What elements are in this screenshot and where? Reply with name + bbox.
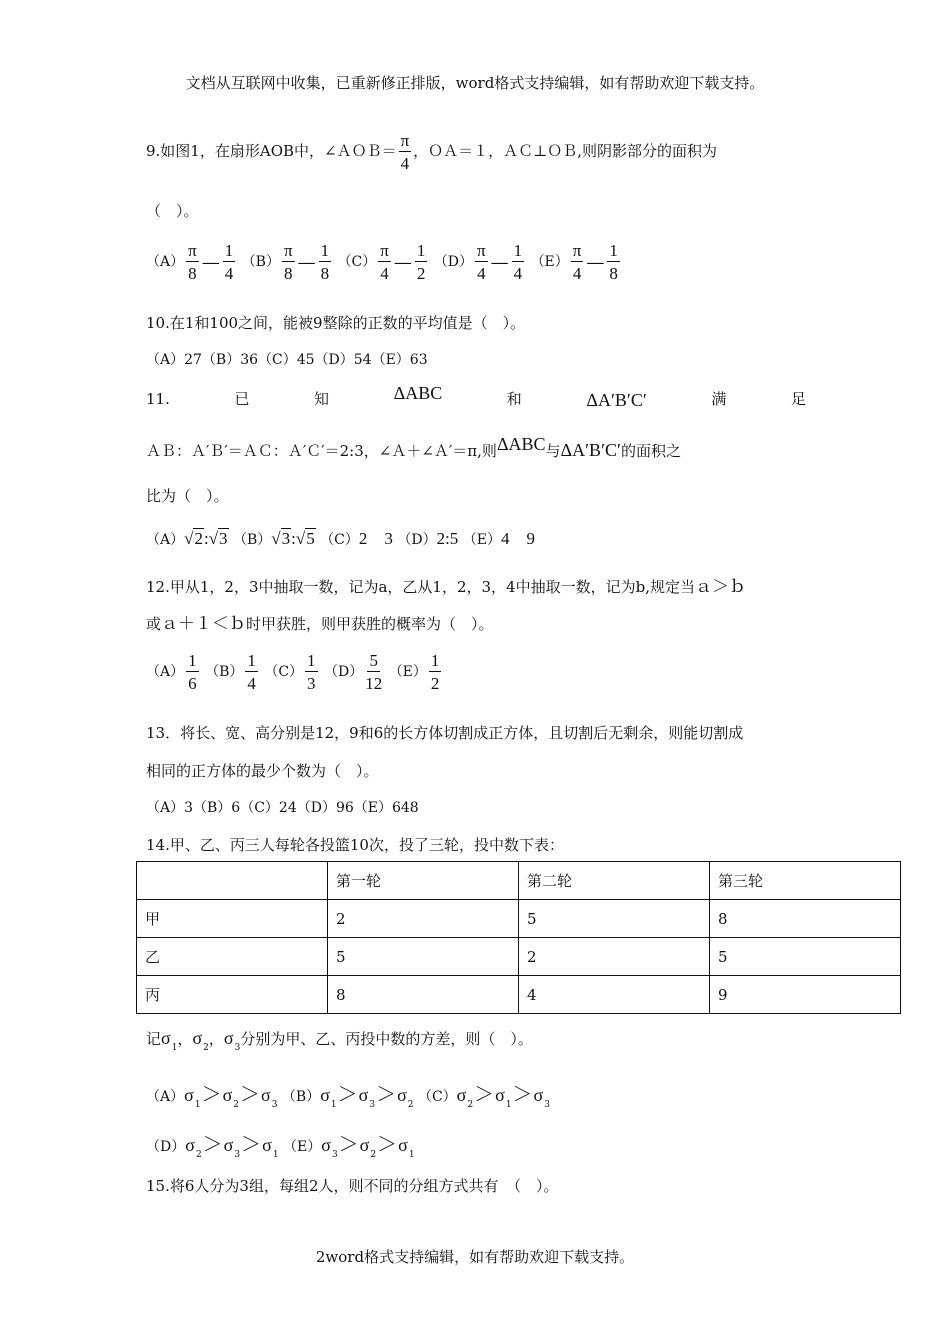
q12-options: （A） $\frac{1}{6}$ （B） $\frac{1}{4}$ （C） $\frac{1}{3}$ （D） $\frac{5}{12}$ （E） $\frac{1}{2}$ bbox=[146, 651, 440, 693]
q9-fraction: $\frac{\pi}{4}$ bbox=[400, 131, 410, 173]
triangle-abc: ΔABC bbox=[393, 383, 443, 403]
q9-option-a: （A） $\frac{\pi}{8}$ — $\frac{1}{4}$ bbox=[146, 241, 234, 283]
q10-options: （A）27（B）36（C）45（D）54（E）63 bbox=[146, 352, 428, 368]
q9-option-e: （E） $\frac{\pi}{4}$ — $\frac{1}{8}$ bbox=[530, 241, 618, 283]
table-row: 丙 8 4 9 bbox=[137, 976, 901, 1014]
q9-options bbox=[146, 242, 622, 282]
page-footer: 2word格式支持编辑，如有帮助欢迎下载支持。 bbox=[315, 1248, 635, 1266]
question-13-line2: 相同的正方体的最少个数为（ ）。 bbox=[146, 762, 379, 780]
q14-options-row2: $(D)\sigma_2>\sigma_3>\sigma_1$ $(E)\sigma_3>\sigma_2>\sigma_1$ bbox=[146, 1132, 415, 1160]
sqrt-2-over-sqrt-3: √2:√3 bbox=[184, 529, 228, 548]
question-9 bbox=[146, 132, 717, 172]
q11-options: （A）√2:√3 （B）√3:√5 （C）2 3 （D）2:5 （E）4 9 bbox=[146, 529, 535, 548]
question-10: 10.在1和100之间，能被9整除的正数的平均值是（ ）。 bbox=[146, 314, 526, 332]
question-13-line1: 13．将长、宽、高分别是12，9和6的长方体切割成正方体，且切割后无剩余，则能切割成 bbox=[146, 724, 744, 742]
question-14-after: 记$\sigma_1$，$\sigma_2$，$\sigma_3$分别为甲、乙、丙投中数的方差，则（ ）。 bbox=[146, 1028, 533, 1053]
page-header: 文档从互联网中收集，已重新修正排版，word格式支持编辑，如有帮助欢迎下载支持。 bbox=[185, 74, 765, 92]
q9-line2: （ ）。 bbox=[146, 202, 199, 220]
question-11-line1: 11. 已 知 ΔABC 和 ΔA′B′C′ 满 足 bbox=[146, 383, 806, 410]
question-12-line2: 或ａ＋１＜ｂ时甲获胜，则甲获胜的概率为（ ）。 bbox=[146, 614, 494, 633]
q9-option-d: （D） $\frac{\pi}{4}$ — $\frac{1}{4}$ bbox=[433, 241, 523, 283]
table-row: 甲 2 5 8 bbox=[137, 900, 901, 938]
q14-options-row1: $(A)\sigma_1>\sigma_2>\sigma_3$ $(B)\sigma_1>\sigma_3>\sigma_2$ $(C)\sigma_2>\sigma_1>\sigma_3$ bbox=[146, 1082, 550, 1110]
question-14-intro: 14.甲、乙、丙三人每轮各投篮10次，投了三轮，投中数下表： bbox=[146, 836, 564, 854]
score-table bbox=[136, 861, 901, 1014]
question-11-line3: 比为（ ）。 bbox=[146, 487, 229, 505]
q9-text-b: ，ＯＡ＝１，ＡＣ⊥ＯＢ,则阴影部分的面积为 bbox=[413, 142, 718, 160]
q9-option-b: （B） $\frac{\pi}{8}$ — $\frac{1}{8}$ bbox=[241, 241, 330, 283]
q9-option-c: （C） $\frac{\pi}{4}$ — $\frac{1}{2}$ bbox=[337, 241, 426, 283]
table-header-row: 第一轮 第二轮 第三轮 bbox=[137, 862, 901, 900]
triangle-abc-prime: ΔA′B′C′ bbox=[586, 390, 647, 410]
q13-options: （A）3（B）6（C）24（D）96（E）648 bbox=[146, 800, 419, 816]
table-row: 乙 5 2 5 bbox=[137, 938, 901, 976]
sqrt-3-over-sqrt-5: √3:√5 bbox=[271, 529, 315, 548]
question-11-line2: ＡＢ：Ａ′Ｂ′＝ＡＣ：Ａ′Ｃ′＝2:3，∠Ａ＋∠Ａ′＝π,则ΔABC与ΔA′B′C′的面积之 bbox=[146, 434, 681, 460]
q9-text-a: 9.如图1，在扇形AOB中，∠ＡＯＢ＝ bbox=[146, 142, 397, 160]
question-12-line1: 12.甲从1，2，3中抽取一数，记为a，乙从1，2，3，4中抽取一数，记为b,规定当ａ＞ｂ bbox=[146, 577, 746, 596]
question-15: 15.将6人分为3组，每组2人，则不同的分组方式共有 （ ）。 bbox=[146, 1177, 559, 1195]
